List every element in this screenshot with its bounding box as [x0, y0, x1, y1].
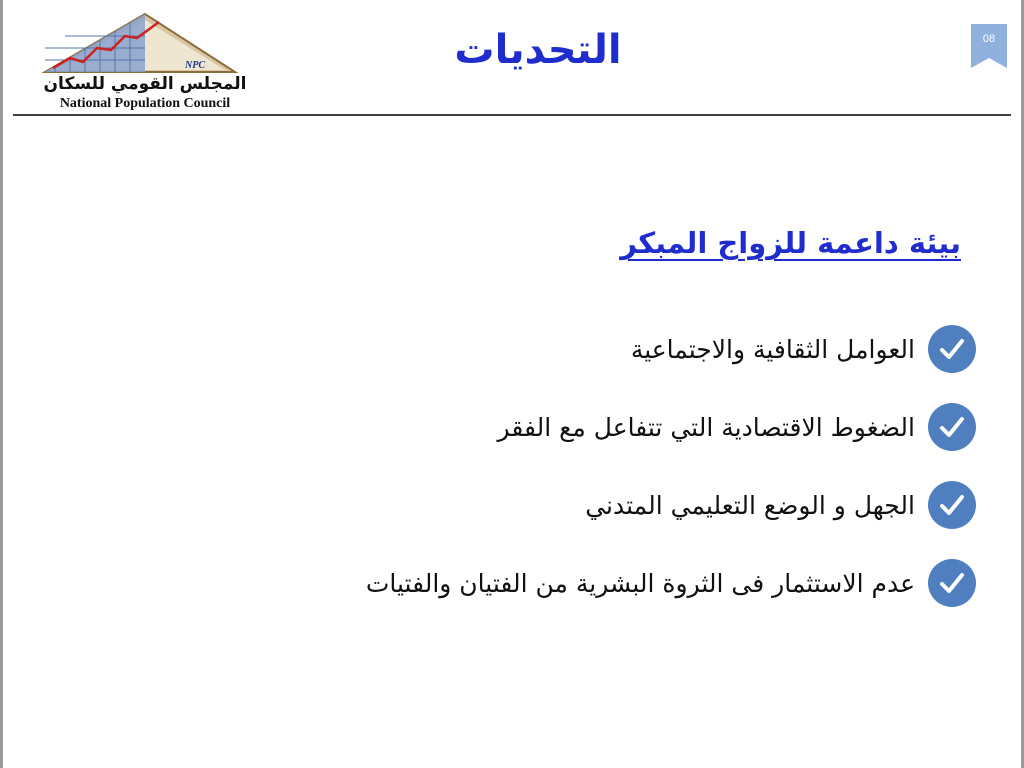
npc-badge-text: NPC: [185, 60, 205, 71]
list-item-text: الجهل و الوضع التعليمي المتدني: [585, 490, 915, 520]
checkmark-icon: [927, 558, 977, 608]
page-number: 08: [982, 33, 996, 45]
checkmark-icon: [927, 402, 977, 452]
npc-logo: [25, 10, 265, 114]
slide-title: التحديات: [454, 27, 622, 73]
page-badge-shape: [971, 24, 1007, 68]
page-number-badge: [971, 24, 1007, 68]
npc-logo-graphic: [25, 10, 265, 80]
list-item-text: العوامل الثقافية والاجتماعية: [630, 334, 915, 364]
checkmark-icon: [927, 480, 977, 530]
checkmark-icon: [927, 324, 977, 374]
list-item-text: عدم الاستثمار فى الثروة البشرية من الفتيان والفتيات: [365, 568, 915, 598]
logo-arabic-name: المجلس القومي للسكان: [43, 74, 247, 94]
section-subtitle: بيئة داعمة للزواج المبكر: [620, 226, 961, 260]
list-item-text: الضغوط الاقتصادية التي تتفاعل مع الفقر: [497, 412, 915, 442]
list-item: [197, 388, 977, 466]
logo-english-name: National Population Council: [59, 96, 231, 111]
list-item: [197, 544, 977, 622]
list-item: [197, 466, 977, 544]
header-divider: [13, 114, 1011, 116]
challenge-list: [197, 310, 977, 622]
list-item: [197, 310, 977, 388]
